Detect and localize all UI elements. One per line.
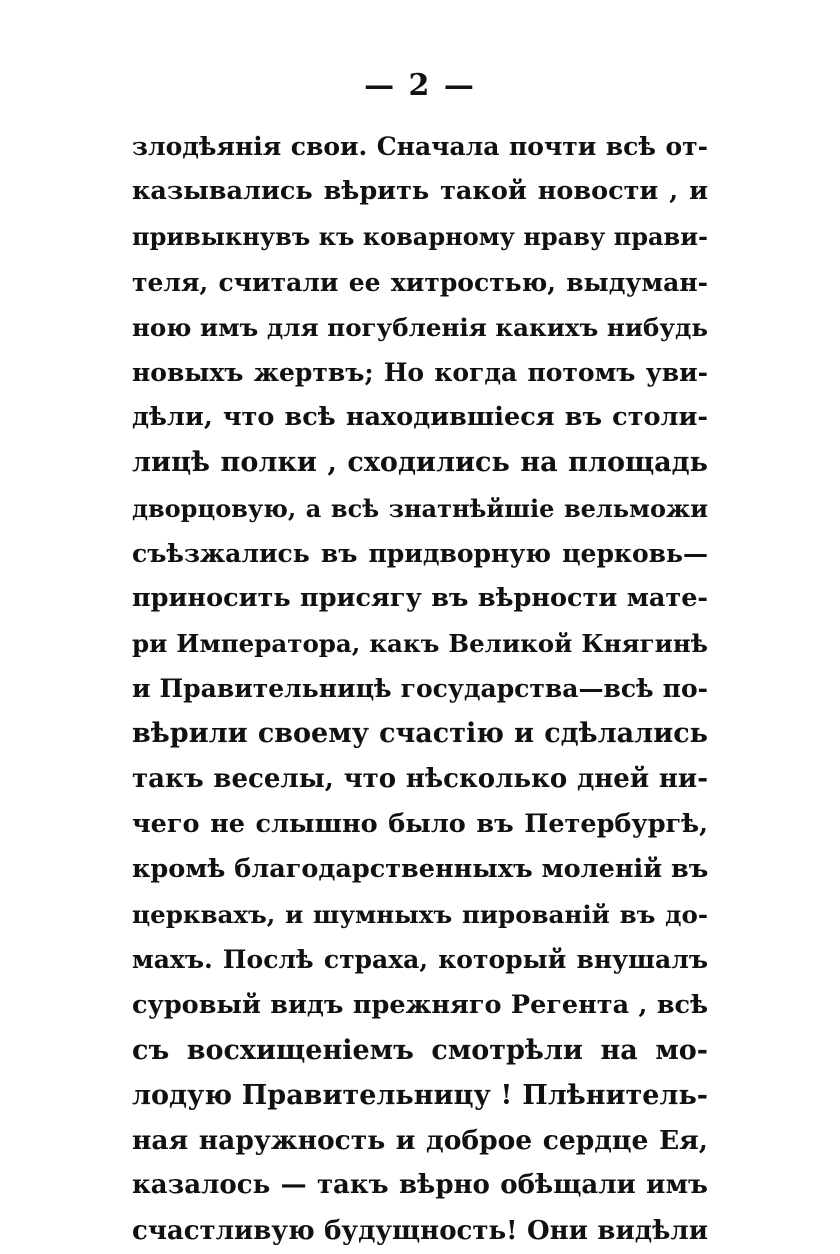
text-line: дѣли, что всѣ находившіеся въ столи- (132, 402, 708, 433)
text-line: лодую Правительницу ! Плѣнитель- (132, 1079, 708, 1111)
text-line: казывались вѣрить такой новости , и (132, 176, 708, 207)
text-line: приносить присягу въ вѣрности мате- (132, 582, 708, 613)
text-line: теля, считали ее хитростью, выдуман- (132, 267, 708, 297)
text-line: казалось — такъ вѣрно обѣщали имъ (132, 1170, 708, 1201)
text-line: кромѣ благодарственныхъ моленій въ (132, 854, 708, 884)
text-line: новыхъ жертвъ; Но когда потомъ уви- (132, 357, 708, 387)
text-line: злодѣянія свои. Сначала почти всѣ от- (132, 132, 708, 161)
body-text (132, 124, 708, 1254)
text-line: ри Императора, какъ Великой Княгинѣ (132, 629, 708, 659)
text-line: чего не слышно было въ Петербургѣ, (132, 808, 708, 839)
text-line: ною имъ для погубленія какихъ нибудь (132, 312, 708, 342)
text-line: и Правительницѣ государства—всѣ по- (132, 674, 708, 704)
text-line: махъ. Послѣ страха, который внушалъ (132, 945, 708, 975)
text-line: ная наружность и доброе сердце Ея, (132, 1125, 708, 1157)
text-line: съѣзжались въ придворную церковь— (132, 538, 708, 568)
text-line: такъ веселы, что нѣсколько дней ни- (132, 763, 708, 794)
page-number: — 2 — (364, 68, 476, 103)
text-line: счастливую будущность! Они видѣли (132, 1215, 708, 1246)
text-line: съ восхищеніемъ смотрѣли на мо- (132, 1034, 708, 1066)
text-line: церквахъ, и шумныхъ пированій въ до- (132, 900, 708, 930)
text-line: суровый видъ прежняго Регента , всѣ (132, 989, 708, 1020)
text-line: дворцовую, а всѣ знатнѣйшіе вельможи (132, 493, 708, 523)
text-line: лицѣ полки , сходились на площадь (132, 447, 708, 479)
text-line: привыкнувъ къ коварному нраву прави- (132, 222, 708, 252)
text-line: вѣрили своему счастію и сдѣлались (132, 718, 708, 750)
